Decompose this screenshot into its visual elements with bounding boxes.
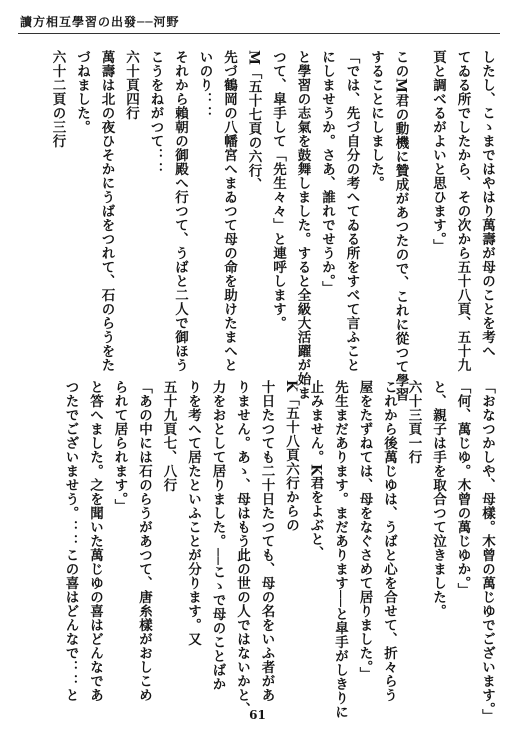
text-column: 力をおとして居りました。──こゝで母のことばか <box>209 380 226 692</box>
text-column: と、親子は手を取合つて泣きました。 <box>430 380 446 618</box>
text-column: つたでございませう。：：この喜はどんなで：：と <box>62 380 79 702</box>
text-column: したし、こゝまではやはり萬壽が母のことを考へ <box>479 50 495 358</box>
text-column: りません。あゝ、母はもう此の世の人ではないかと、 <box>234 380 250 716</box>
text-column: 六十二頁の三行 <box>49 50 66 148</box>
text-column: と答へました。之を聞いた萬じゆの喜はどんなであ <box>87 380 103 702</box>
text-column: られて居られます。」 <box>111 380 128 514</box>
text-column: M「五十七頁の六行、 <box>245 50 262 192</box>
text-column: 六十三頁一行 <box>405 380 422 464</box>
text-column: このM君の動機に贊成があつたので、これに從つて學習 <box>392 50 409 402</box>
text-column: 「あの中には石のらうがあつて、唐糸樣がおしこめ <box>136 380 152 702</box>
text-column: にしませうか。さあ、誰れでせうか。」 <box>319 50 335 296</box>
text-column: 十日たつても二十日たつても、母の名をいふ者があ <box>258 380 275 702</box>
text-column: することにしました。 <box>368 50 384 190</box>
page-number: 61 <box>249 708 266 722</box>
upper-text-block <box>23 50 495 402</box>
text-column: それから賴朝の御殿へ行つて、うばと二人で御ほう <box>172 50 188 372</box>
text-column: 六十頁四行 <box>123 50 139 120</box>
text-column: 先づ鶴岡の八幡宮へまゐつて母の命を助けたまへと <box>221 50 237 372</box>
text-column: 屋をたずねては、母をなぐさめて居りました。」 <box>356 380 373 682</box>
text-column: りを考へて居たといふことが分ります。又 <box>185 380 201 646</box>
text-column: 先生まだあります。まだあります──と皐手がしきりに <box>332 380 348 720</box>
text-column: づねました。 <box>74 50 90 134</box>
text-column: と學習の志氣を鼓舞しました。すると全級大活躍が始ま <box>294 50 311 400</box>
text-column: てゐる所でしたから、その次から五十八頁、五十九 <box>454 50 471 372</box>
text-column: 萬壽は北の夜ひそかにうばをつれて、石のらうをた <box>98 50 115 372</box>
text-column <box>407 50 420 368</box>
text-column: 頁と調べるがよいと思ひます。」 <box>430 50 446 254</box>
text-column: いのり：： <box>196 50 213 120</box>
text-column: つて、皐手して「先生々々」と連呼します。 <box>270 50 286 330</box>
text-column: 五十九頁七、八行 <box>160 380 177 492</box>
text-column: K「五十八頁六行からの <box>283 380 299 533</box>
text-column: こうをねがつて：： <box>147 50 164 176</box>
text-column: 「では、先づ自分の考へてゐる所をすべて言ふこと <box>343 50 360 372</box>
text-column: 「おなつかしや、母樣。木曾の萬じゆでございます。」 <box>479 380 495 724</box>
text-column: これから後萬じゆは、うばと心を合せて、折々らう <box>381 380 397 702</box>
text-column: 止みません。K君をよぶと、 <box>307 380 324 561</box>
text-column: 「何、萬じゆ。木曾の萬じゆか。」 <box>454 380 471 598</box>
running-header: 讀方相互學習の出發──河野 <box>20 15 180 29</box>
header-rule <box>18 33 500 34</box>
